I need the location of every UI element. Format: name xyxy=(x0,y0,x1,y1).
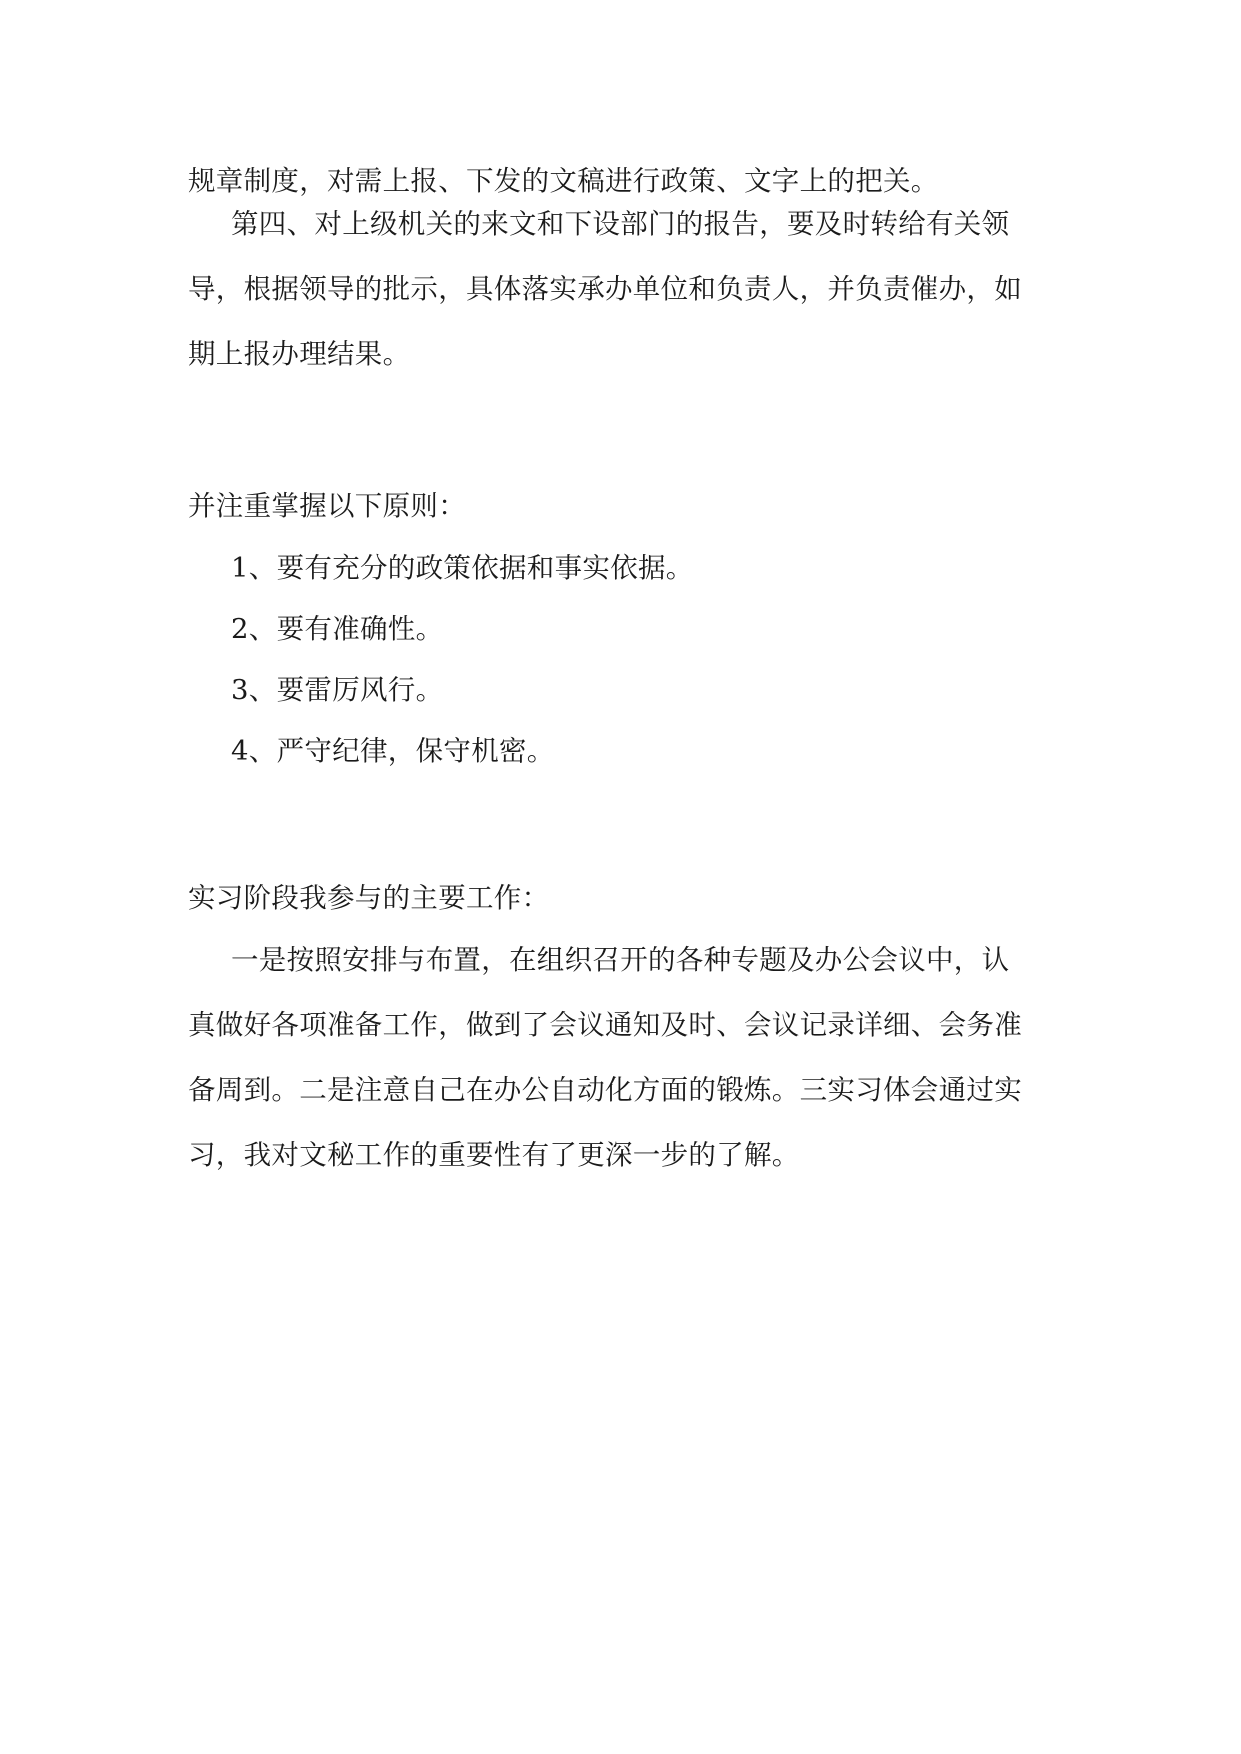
principles-list xyxy=(188,719,1060,784)
paragraph-line: 备周到。二是注意自己在办公自动化方面的锻炼。三实习体会通过实 xyxy=(188,1074,1022,1106)
paragraph-line: 第四、对上级机关的来文和下设部门的报告，要及时转给有关领 xyxy=(231,208,1010,240)
list-item: 4、严守纪律，保守机密。 xyxy=(231,735,555,767)
heading-text: 并注重掌握以下原则： xyxy=(188,490,466,522)
list-item: 1、要有充分的政策依据和事实依据。 xyxy=(231,552,694,584)
paragraph-line: 一是按照安排与布置，在组织召开的各种专题及办公会议中，认 xyxy=(231,944,1010,976)
principles-list xyxy=(188,597,1060,662)
work-heading xyxy=(188,866,1060,931)
paragraph-line: 规章制度，对需上报、下发的文稿进行政策、文字上的把关。 xyxy=(188,165,939,197)
paragraph-work xyxy=(188,928,1060,1188)
list-item: 3、要雷厉风行。 xyxy=(231,674,444,706)
principles-heading xyxy=(188,474,1060,539)
list-item: 2、要有准确性。 xyxy=(231,613,444,645)
paragraph-line: 期上报办理结果。 xyxy=(188,338,411,370)
heading-text: 实习阶段我参与的主要工作： xyxy=(188,882,550,914)
paragraph-line: 真做好各项准备工作，做到了会议通知及时、会议记录详细、会务准 xyxy=(188,1009,1022,1041)
paragraph-fourth xyxy=(188,192,1060,387)
paragraph-line: 导，根据领导的批示，具体落实承办单位和负责人，并负责催办，如 xyxy=(188,273,1022,305)
principles-list xyxy=(188,658,1060,723)
principles-list xyxy=(188,536,1060,601)
paragraph-line: 习，我对文秘工作的重要性有了更深一步的了解。 xyxy=(188,1139,800,1171)
